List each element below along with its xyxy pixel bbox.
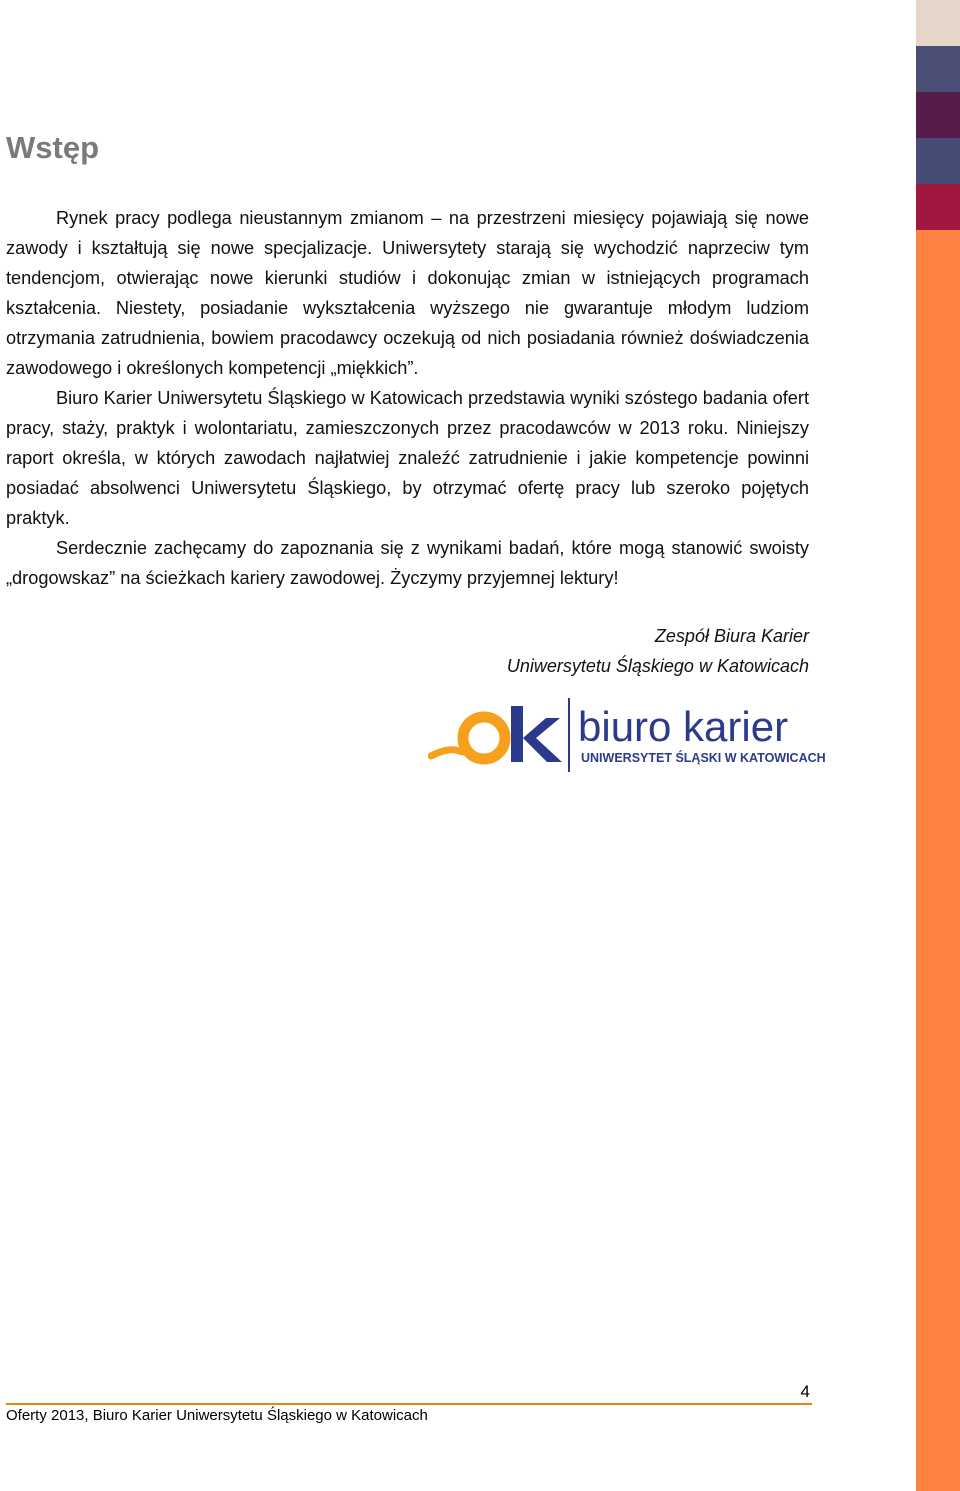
paragraph-1: Rynek pracy podlega nieustannym zmianom – na przestrzeni miesięcy pojawiają się nowe zawody i kształtują się nowe specjalizacje. Uniwersytety starają się wychodzić naprzeciw tym tendencjom, otwierając nowe kierunki studiów i dokonując zmian w istniejących programach kształcenia. Niestety, posiadanie wykształcenia wyższego nie gwarantuje młodym ludziom otrzymania zatrudnienia, bowiem pracodawcy oczekują od nich posiadania również doświadczenia zawodowego i określonych kompetencji „miękkich”. xyxy=(6,208,809,378)
page-number: 4 xyxy=(800,1382,810,1401)
paragraph-2: Biuro Karier Uniwersytetu Śląskiego w Katowicach przedstawia wyniki szóstego badania ofert pracy, staży, praktyk i wolontariatu, zamieszczonych przez pracodawców w 2013 roku. Niniejszy raport określa, w których zawodach najłatwiej znaleźć zatrudnienie i jakie kompetencje powinni posiadać absolwenci Uniwersytetu Śląskiego, by otrzymać ofertę pracy lub szeroko pojętych praktyk. xyxy=(6,388,809,528)
signature-line-1: Zespół Biura Karier xyxy=(654,626,809,646)
decorative-side-bar xyxy=(916,0,960,1491)
logo-graphic xyxy=(428,696,838,778)
introduction-body xyxy=(6,203,809,593)
logo-k-stem xyxy=(511,706,523,762)
signature-line-2: Uniwersytetu Śląskiego w Katowicach xyxy=(506,656,809,676)
signature-block xyxy=(507,621,809,681)
logo-o-mark xyxy=(463,717,505,759)
footer-text: Oferty 2013, Biuro Karier Uniwersytetu Śląskiego w Katowicach xyxy=(6,1407,428,1424)
logo-swoosh xyxy=(431,750,462,756)
side-bar-segment-plum xyxy=(916,92,960,138)
page-title: Wstęp xyxy=(6,130,99,165)
side-bar-segment-orange xyxy=(916,230,960,1491)
logo-name: biuro karier xyxy=(578,703,789,750)
logo-divider xyxy=(568,698,570,772)
side-bar-segment-beige xyxy=(916,0,960,46)
biuro-karier-logo xyxy=(428,696,838,778)
side-bar-segment-slate xyxy=(916,46,960,92)
side-bar-segment-slate-2 xyxy=(916,138,960,184)
paragraph-3: Serdecznie zachęcamy do zapoznania się z wynikami badań, które mogą stanowić swoisty „drogowskaz” na ścieżkach kariery zawodowej. Życzymy przyjemnej lektury! xyxy=(6,538,809,588)
logo-subtitle: UNIWERSYTET ŚLĄSKI W KATOWICACH xyxy=(581,751,826,765)
logo-k-arms xyxy=(523,718,562,762)
side-bar-segment-crimson xyxy=(916,184,960,230)
